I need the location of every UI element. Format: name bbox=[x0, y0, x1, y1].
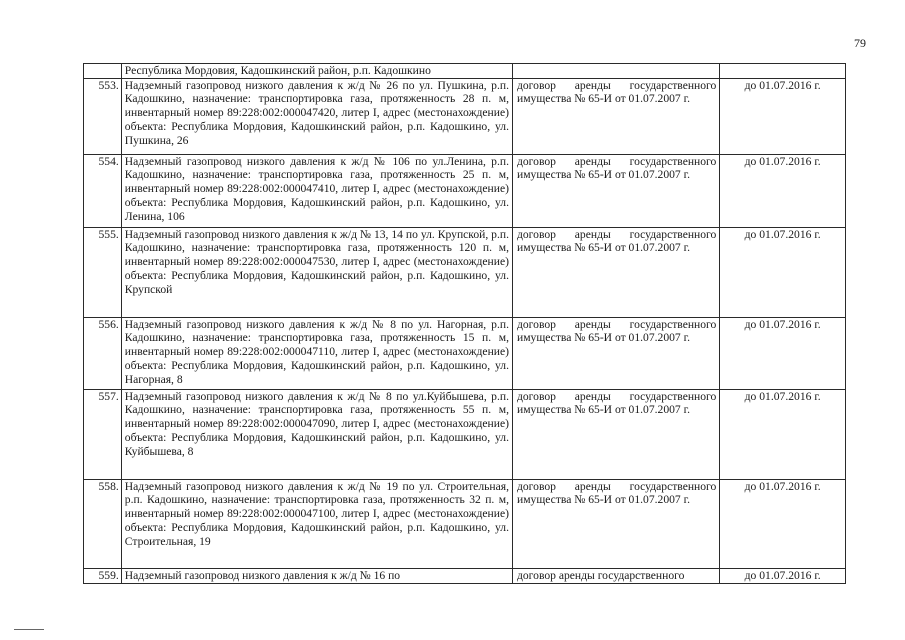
basis-document: договор аренды государственного имущества № 65-И от 01.07.2007 г. bbox=[512, 227, 719, 317]
table-row-continued bbox=[84, 64, 846, 79]
basis-document: договор аренды государственного имущества № 65-И от 01.07.2007 г. bbox=[512, 389, 719, 479]
object-description: Надземный газопровод низкого давления к ж/д № 8 по ул.Куйбышева, р.п. Кадошкино, назначение: транспортировка газа, протяженность 55 п. м, инвентарный номер 89:228:002:000047090, литер I, адрес (местонахождение) объекта: Республика Мордовия, Кадошкинский район, р.п. Кадошкино, ул. Куйбышева, 8 bbox=[121, 389, 512, 479]
row-number: 556. bbox=[84, 317, 122, 389]
table-row bbox=[84, 227, 846, 317]
basis-document: договор аренды государственного имущества № 65-И от 01.07.2007 г. bbox=[512, 78, 719, 154]
object-description: Надземный газопровод низкого давления к ж/д № 26 по ул. Пушкина, р.п. Кадошкино, назначение: транспортировка газа, протяженность 28 п. м, инвентарный номер 89:228:002:000047420, литер I, адрес (местонахождение) объекта: Республика Мордовия, Кадошкинский район, р.п. Кадошкино, ул. Пушкина, 26 bbox=[121, 78, 512, 154]
term: до 01.07.2016 г. bbox=[720, 154, 846, 227]
object-description: Надземный газопровод низкого давления к ж/д № 13, 14 по ул. Крупской, р.п. Кадошкино, назначение: транспортировка газа, протяженность 120 п. м, инвентарный номер 89:228:002:000047530, литер I, адрес (местонахождение) объекта: Республика Мордовия, Кадошкинский район, р.п. Кадошкино, ул. Крупской bbox=[121, 227, 512, 317]
basis-document: договор аренды государственного имущества № 65-И от 01.07.2007 г. bbox=[512, 154, 719, 227]
property-table bbox=[83, 63, 846, 584]
term: до 01.07.2016 г. bbox=[720, 568, 846, 583]
term-cell bbox=[720, 64, 846, 79]
row-number: 559. bbox=[84, 568, 122, 583]
object-description: Надземный газопровод низкого давления к ж/д № 8 по ул. Нагорная, р.п. Кадошкино, назначение: транспортировка газа, протяженность 15 п. м, инвентарный номер 89:228:002:000047110, литер I, адрес (местонахождение) объекта: Республика Мордовия, Кадошкинский район, р.п. Кадошкино, ул. Нагорная, 8 bbox=[121, 317, 512, 389]
term: до 01.07.2016 г. bbox=[720, 479, 846, 568]
row-number-cell bbox=[84, 64, 122, 79]
scan-edge-mark bbox=[14, 629, 44, 630]
row-number: 553. bbox=[84, 78, 122, 154]
term: до 01.07.2016 г. bbox=[720, 78, 846, 154]
row-number: 555. bbox=[84, 227, 122, 317]
term: до 01.07.2016 г. bbox=[720, 227, 846, 317]
table-row bbox=[84, 568, 846, 583]
object-description: Надземный газопровод низкого давления к ж/д № 19 по ул. Строительная, р.п. Кадошкино, назначение: транспортировка газа, протяженность 32 п. м, инвентарный номер 89:228:002:000047100, литер I, адрес (местонахождение) объекта: Республика Мордовия, Кадошкинский район, р.п. Кадошкино, ул. Строительная, 19 bbox=[121, 479, 512, 568]
basis-document: договор аренды государственного имущества № 65-И от 01.07.2007 г. bbox=[512, 317, 719, 389]
table-row bbox=[84, 78, 846, 154]
table-row bbox=[84, 479, 846, 568]
basis-document: договор аренды государственного имущества № 65-И от 01.07.2007 г. bbox=[512, 479, 719, 568]
page-number: 79 bbox=[854, 36, 866, 50]
object-description: Надземный газопровод низкого давления к ж/д № 106 по ул.Ленина, р.п. Кадошкино, назначение: транспортировка газа, протяженность 25 п. м, инвентарный номер 89:228:002:000047410, литер I, адрес (местонахождение) объекта: Республика Мордовия, Кадошкинский район, р.п. Кадошкино, ул. Ленина, 106 bbox=[121, 154, 512, 227]
row-number: 558. bbox=[84, 479, 122, 568]
term: до 01.07.2016 г. bbox=[720, 389, 846, 479]
table-row bbox=[84, 317, 846, 389]
object-description-cell bbox=[121, 64, 512, 79]
basis-document: договор аренды государственного bbox=[512, 568, 719, 583]
object-description: Надземный газопровод низкого давления к ж/д № 16 по bbox=[121, 568, 512, 583]
row-number: 557. bbox=[84, 389, 122, 479]
object-description: Республика Мордовия, Кадошкинский район, р.п. Кадошкино bbox=[124, 64, 431, 77]
basis-document-cell bbox=[512, 64, 719, 79]
table-row bbox=[84, 389, 846, 479]
table-row bbox=[84, 154, 846, 227]
term: до 01.07.2016 г. bbox=[720, 317, 846, 389]
row-number: 554. bbox=[84, 154, 122, 227]
